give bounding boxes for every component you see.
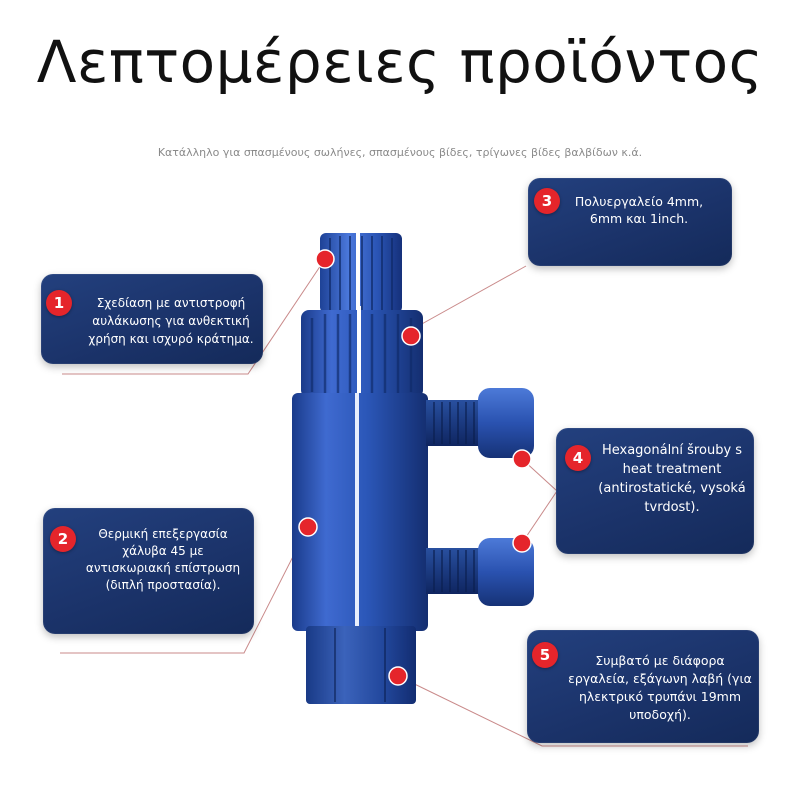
feature-number-badge: 5 bbox=[532, 642, 558, 668]
feature-card-1 bbox=[41, 274, 263, 364]
feature-text: Hexagonální šrouby s heat treatment (antirostatické, vysoká tvrdost). bbox=[598, 443, 746, 515]
feature-card-5 bbox=[527, 630, 759, 743]
feature-text: Συμβατό με διάφορα εργαλεία, εξάγωνη λαβή (για ηλεκτρικό τρυπάνι 19mm υποδοχή). bbox=[568, 653, 752, 722]
feature-card-4 bbox=[556, 428, 754, 554]
feature-card-2 bbox=[43, 508, 254, 634]
feature-number-badge: 1 bbox=[46, 290, 72, 316]
feature-text: Θερμική επεξεργασία χάλυβα 45 με αντισκωριακή επίστρωση (διπλή προστασία). bbox=[85, 527, 241, 592]
feature-card-3 bbox=[528, 178, 732, 266]
marker-dots bbox=[299, 250, 531, 685]
feature-number-badge: 3 bbox=[534, 188, 560, 214]
feature-number-badge: 2 bbox=[50, 526, 76, 552]
page-title: Λεπτομέρειες προϊόντος bbox=[36, 28, 764, 96]
feature-text: Πολυεργαλείο 4mm, 6mm και 1inch. bbox=[574, 194, 704, 226]
feature-number-badge: 4 bbox=[565, 445, 591, 471]
feature-text: Σχεδίαση με αντιστροφή αυλάκωσης για ανθεκτική χρήση και ισχυρό κράτημα. bbox=[88, 296, 254, 346]
page-subtitle: Κατάλληλο για σπασμένους σωλήνες, σπασμένους βίδες, τρίγωνες βίδες βαλβίδων κ.ά. bbox=[157, 146, 643, 159]
